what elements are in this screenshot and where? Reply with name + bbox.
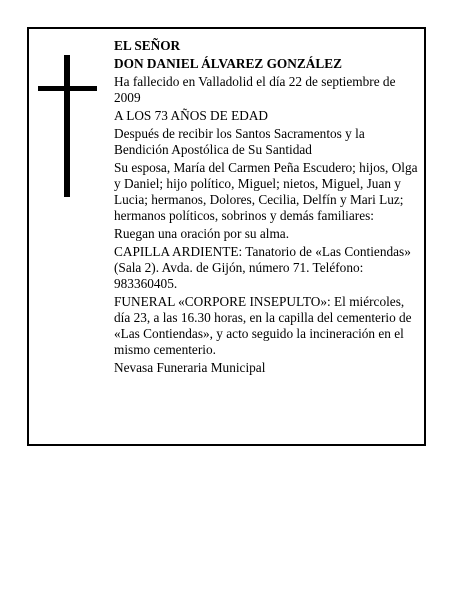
latin-cross-icon xyxy=(38,55,97,197)
cross-vertical-bar xyxy=(64,55,70,197)
prayer-request: Ruegan una oración por su alma. xyxy=(114,226,290,241)
death-statement: Ha fallecido en Valladolid el día 22 de septiembre de 2009 xyxy=(114,74,396,105)
obituary-text xyxy=(114,38,422,378)
title-line-1: EL SEÑOR xyxy=(114,38,181,53)
sacraments-statement: Después de recibir los Santos Sacramentos y la Bendición Apostólica de Su Santidad xyxy=(114,126,365,157)
chapel-details: CAPILLA ARDIENTE: Tanatorio de «Las Contiendas» (Sala 2). Avda. de Gijón, número 71. Teléfono: 983360405. xyxy=(114,244,411,291)
family-statement: Su esposa, María del Carmen Peña Escudero; hijos, Olga y Daniel; hijo político, Miguel; nietos, Miguel, Juan y Lucia; hermanos, Dolores, Cecilia, Delfín y Mari Luz; hermanos políticos, sobrinos y demás familiares: xyxy=(114,160,418,223)
deceased-name: DON DANIEL ÁLVAREZ GONZÁLEZ xyxy=(114,56,342,71)
age-statement: A LOS 73 AÑOS DE EDAD xyxy=(114,108,269,123)
cross-horizontal-bar xyxy=(38,86,97,91)
funeral-home-name: Nevasa Funeraria Municipal xyxy=(114,360,266,375)
funeral-details: FUNERAL «CORPORE INSEPULTO»: El miércoles, día 23, a las 16.30 horas, en la capilla del cementerio de «Las Contiendas», y acto seguido la incineración en el mismo cementerio. xyxy=(114,294,412,357)
